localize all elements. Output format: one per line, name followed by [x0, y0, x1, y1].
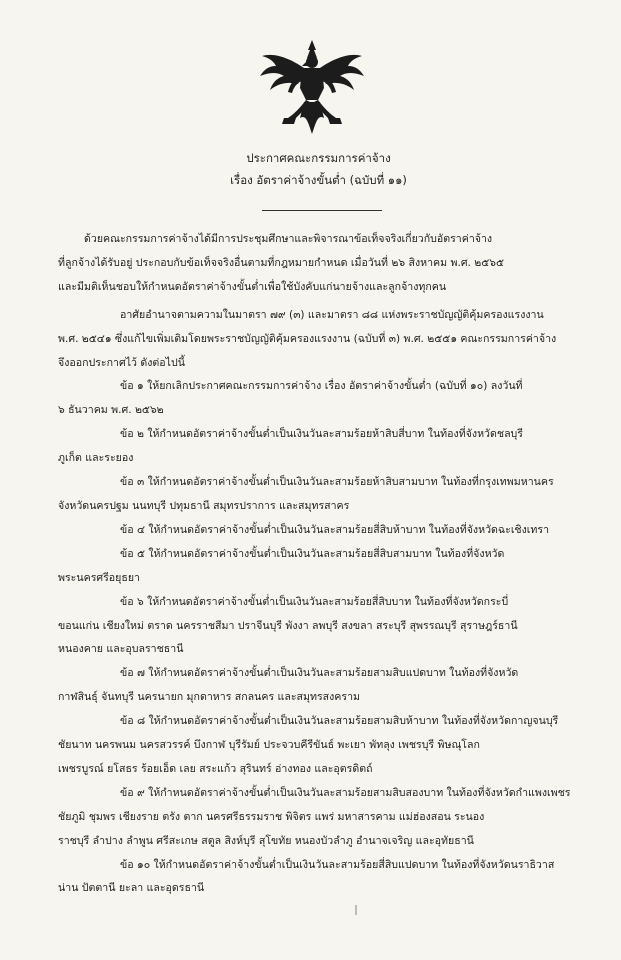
text-line: ชัยภูมิ ชุมพร เชียงราย ตรัง ตาก นครศรีธรรมราช พิจิตร แพร่ มหาสารคาม แม่ฮ่องสอน ระนอง	[58, 810, 485, 823]
clause-8	[58, 710, 578, 782]
text-line: จึงออกประกาศไว้ ดังต่อไปนี้	[58, 356, 185, 369]
text-line: ข้อ ๔ ให้กำหนดอัตราค่าจ้างขั้นต่ำเป็นเงินวันละสามร้อยสี่สิบห้าบาท ในท้องที่จังหวัดฉะเชิงเทรา	[120, 523, 550, 536]
text-line: ข้อ ๓ ให้กำหนดอัตราค่าจ้างขั้นต่ำเป็นเงินวันละสามร้อยห้าสิบสามบาท ในท้องที่กรุงเทพมหานคร	[120, 476, 554, 489]
text-line: ด้วยคณะกรรมการค่าจ้างได้มีการประชุมศึกษาและพิจารณาข้อเท็จจริงเกี่ยวกับอัตราค่าจ้าง	[84, 233, 493, 245]
document-subject: เรื่อง อัตราค่าจ้างขั้นต่ำ (ฉบับที่ ๑๑)	[230, 173, 407, 187]
text-line: ชัยนาท นครพนม นครสวรรค์ บึงกาฬ บุรีรัมย์ ประจวบคีรีขันธ์ พะเยา พัทลุง เพชรบุรี พิษณุโลก	[58, 739, 480, 752]
clause-6	[58, 591, 578, 663]
text-line: ข้อ ๕ ให้กำหนดอัตราค่าจ้างขั้นต่ำเป็นเงินวันละสามร้อยสี่สิบสามบาท ในท้องที่จังหวัด	[120, 547, 505, 560]
authority-paragraph	[58, 304, 578, 376]
text-line: ข้อ ๒ ให้กำหนดอัตราค่าจ้างขั้นต่ำเป็นเงินวันละสามร้อยห้าสิบสี่บาท ในท้องที่จังหวัดชลบุรี	[120, 428, 523, 441]
title-divider	[262, 210, 382, 211]
text-line: ข้อ ๑๐ ให้กำหนดอัตราค่าจ้างขั้นต่ำเป็นเงินวันละสามร้อยสี่สิบแปดบาท ในท้องที่จังหวัดนราธิวาส	[120, 858, 555, 871]
text-line: ราชบุรี ลำปาง ลำพูน ศรีสะเกษ สตูล สิงห์บุรี สุโขทัย หนองบัวลำภู อำนาจเจริญ และอุทัยธานี	[58, 834, 474, 847]
text-line: ข้อ ๑ ให้ยกเลิกประกาศคณะกรรมการค่าจ้าง เรื่อง อัตราค่าจ้างขั้นต่ำ (ฉบับที่ ๑๐) ลงวันที่	[120, 380, 523, 393]
text-line: หนองคาย และอุบลราชธานี	[58, 643, 184, 656]
text-line: น่าน ปัตตานี ยะลา และอุดรธานี	[58, 882, 205, 895]
text-line: ข้อ ๗ ให้กำหนดอัตราค่าจ้างขั้นต่ำเป็นเงินวันละสามร้อยสามสิบแปดบาท ในท้องที่จังหวัด	[120, 667, 519, 680]
text-line: ขอนแก่น เชียงใหม่ ตราด นครราชสีมา ปราจีนบุรี พังงา ลพบุรี สงขลา สระบุรี สุพรรณบุรี สุราษฎร์ธานี	[58, 619, 518, 632]
document-title: ประกาศคณะกรรมการค่าจ้าง	[246, 151, 391, 165]
preamble-paragraph	[58, 228, 578, 300]
clause-4	[58, 519, 578, 543]
clause-9	[58, 782, 578, 854]
text-line: และมีมติเห็นชอบให้กำหนดอัตราค่าจ้างขั้นต่ำเพื่อใช้บังคับแก่นายจ้างและลูกจ้างทุกคน	[58, 280, 447, 293]
text-line: อาศัยอำนาจตามความในมาตรา ๗๙ (๓) และมาตรา ๘๘ แห่งพระราชบัญญัติคุ้มครองแรงงาน	[120, 308, 544, 321]
text-line: ข้อ ๙ ให้กำหนดอัตราค่าจ้างขั้นต่ำเป็นเงินวันละสามร้อยสามสิบสองบาท ในท้องที่จังหวัดกำแพงเพชร	[120, 786, 571, 799]
page-mark	[355, 905, 357, 915]
clause-7	[58, 662, 578, 710]
clause-5	[58, 543, 578, 591]
text-line: จังหวัดนครปฐม นนทบุรี ปทุมธานี สมุทรปราการ และสมุทรสาคร	[58, 499, 350, 512]
text-line: ภูเก็ต และระยอง	[58, 452, 134, 465]
text-line: ๖ ธันวาคม พ.ศ. ๒๕๖๒	[58, 404, 164, 417]
text-line: ที่ลูกจ้างได้รับอยู่ ประกอบกับข้อเท็จจริงอื่นตามที่กฎหมายกำหนด เมื่อวันที่ ๒๖ สิงหาคม พ.ศ. ๒๕๖๕	[58, 256, 505, 269]
text-line: ข้อ ๘ ให้กำหนดอัตราค่าจ้างขั้นต่ำเป็นเงินวันละสามร้อยสามสิบห้าบาท ในท้องที่จังหวัดกาญจนบุรี	[120, 715, 559, 728]
text-line: เพชรบูรณ์ ยโสธร ร้อยเอ็ด เลย สระแก้ว สุรินทร์ อ่างทอง และอุตรดิตถ์	[58, 762, 373, 775]
clause-1	[58, 375, 578, 423]
text-line: ข้อ ๖ ให้กำหนดอัตราค่าจ้างขั้นต่ำเป็นเงินวันละสามร้อยสี่สิบบาท ในท้องที่จังหวัดกระบี่	[120, 595, 509, 608]
document-body	[58, 228, 578, 901]
text-line: พ.ศ. ๒๕๔๑ ซึ่งแก้ไขเพิ่มเติมโดยพระราชบัญญัติคุ้มครองแรงงาน (ฉบับที่ ๓) พ.ศ. ๒๕๕๑ คณะกรรมการค่าจ้าง	[58, 332, 557, 345]
text-line: กาฬสินธุ์ จันทบุรี นครนายก มุกดาหาร สกลนคร และสมุทรสงคราม	[58, 691, 361, 704]
clause-2	[58, 423, 578, 471]
clause-10	[58, 854, 578, 902]
garuda-emblem-icon	[258, 38, 366, 138]
text-line: พระนครศรีอยุธยา	[58, 571, 140, 584]
clause-3	[58, 471, 578, 519]
